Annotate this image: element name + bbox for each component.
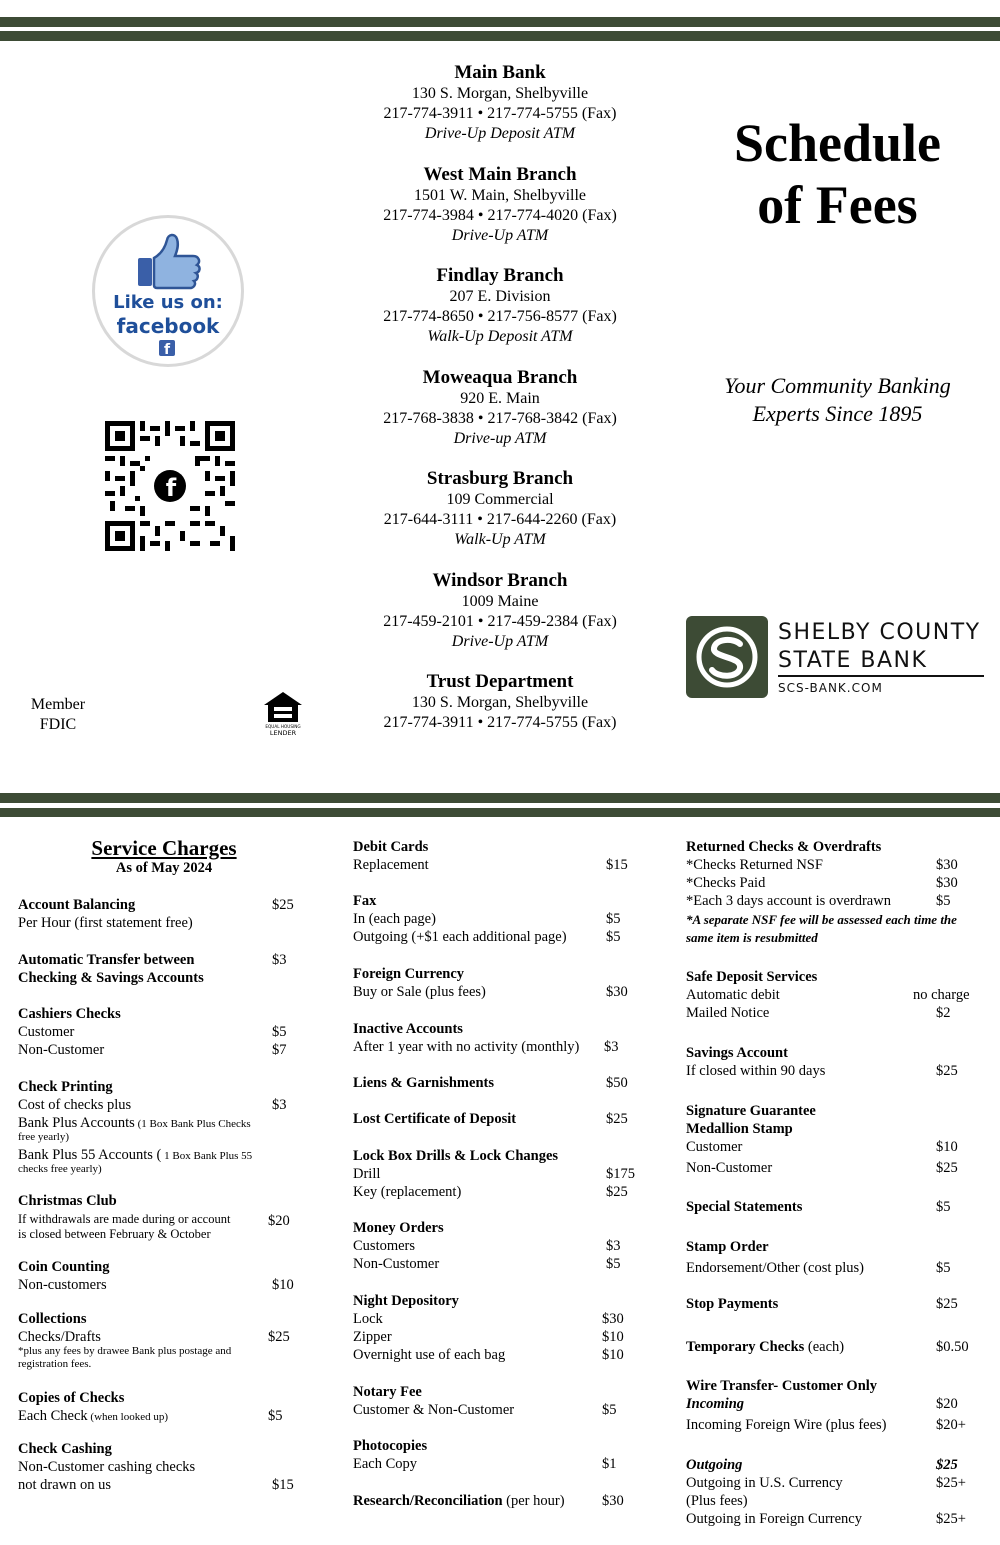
thumbs-up-icon xyxy=(95,218,241,364)
fee-label-text: Incoming Foreign Wire (plus fees) xyxy=(686,1417,887,1433)
fee-label xyxy=(353,1310,383,1328)
fee-label xyxy=(686,1102,816,1120)
fee-label-text: Outgoing in Foreign Currency xyxy=(686,1511,862,1527)
fee-label-text: Drill xyxy=(353,1166,381,1182)
fee-label xyxy=(18,1096,131,1114)
fee-label-text: Photocopies xyxy=(353,1438,428,1454)
fee-label-text: Key (replacement) xyxy=(353,1184,462,1200)
fee-label-text: Special Statements xyxy=(686,1199,803,1215)
branch-phones: 217-774-8650 • 217-756-8577 (Fax) xyxy=(383,308,617,325)
fee-label-text: (Plus fees) xyxy=(686,1493,748,1509)
fee-label xyxy=(353,1237,415,1255)
fee-label-text: Endorsement/Other (cost plus) xyxy=(686,1260,864,1276)
fee-label xyxy=(686,1198,802,1216)
fee-amount: $3 xyxy=(272,952,287,968)
fee-label-text: Check Printing xyxy=(18,1079,113,1095)
fee-label xyxy=(353,856,429,874)
branch-block xyxy=(330,468,670,570)
fee-note: 1 Box Bank Plus 55 xyxy=(164,1150,253,1162)
fee-label-text: Returned Checks & Overdrafts xyxy=(686,839,882,855)
fee-label-text: Research/Reconciliation xyxy=(353,1493,503,1509)
fee-label xyxy=(18,1276,107,1294)
fee-label-text: Non-Customer xyxy=(686,1160,773,1176)
fee-label xyxy=(686,1456,742,1474)
fee-label xyxy=(353,1401,514,1419)
fee-label-text: Fax xyxy=(353,893,377,909)
fee-label-text: Non-Customer cashing checks xyxy=(18,1459,196,1475)
fee-label-text: If closed within 90 days xyxy=(686,1063,826,1079)
facebook-like-text: Like us on: xyxy=(113,292,223,313)
fee-label xyxy=(18,1310,86,1328)
fee-label xyxy=(686,1238,769,1256)
branch-address: 1009 Maine xyxy=(461,592,539,610)
branch-address: 130 S. Morgan, Shelbyville xyxy=(411,694,589,711)
fee-label xyxy=(686,1120,793,1138)
fee-label-text: Each Check xyxy=(18,1408,88,1424)
branch-name: Strasburg Branch xyxy=(426,468,574,489)
fee-label xyxy=(18,1345,231,1358)
fee-label xyxy=(18,1458,195,1476)
fee-label xyxy=(18,1192,117,1210)
fee-label xyxy=(686,968,817,986)
branch-address: 207 E. Division xyxy=(449,288,551,305)
fee-label-text: Stop Payments xyxy=(686,1296,779,1312)
fee-label-text: free yearly) xyxy=(18,1131,69,1143)
fee-label xyxy=(353,928,567,946)
fee-amount: $30 xyxy=(602,1493,624,1509)
fee-label xyxy=(686,856,823,874)
fee-amount: $25 xyxy=(272,897,294,913)
branch-phones: 217-774-3911 • 217-774-5755 (Fax) xyxy=(383,714,617,731)
fee-label xyxy=(686,874,765,892)
branch-address: 920 E. Main xyxy=(460,389,540,407)
page-title: Schedule of Fees xyxy=(733,113,942,235)
fee-label xyxy=(353,1346,505,1364)
fee-label xyxy=(353,1455,417,1473)
fee-label-text: Signature Guarantee xyxy=(686,1103,816,1119)
branch-list xyxy=(330,62,670,773)
fee-label-text: After 1 year with no activity (monthly) xyxy=(353,1039,580,1055)
fee-label xyxy=(686,838,881,856)
fee-label xyxy=(686,929,818,947)
branch-address: 1501 W. Main, Shelbyville xyxy=(414,186,586,204)
fee-label-text: In (each page) xyxy=(353,911,436,927)
fee-label-text: Customer & Non-Customer xyxy=(353,1402,515,1418)
fee-label-text: Non-Customer xyxy=(353,1256,440,1272)
fee-label xyxy=(686,1259,864,1277)
tagline: Your Community Banking Experts Since 1895 xyxy=(724,373,951,426)
branch-atm: Drive-Up ATM xyxy=(451,226,549,244)
fee-label xyxy=(18,914,193,932)
fee-amount: $30 xyxy=(602,1311,624,1327)
branch-atm: Drive-Up Deposit ATM xyxy=(424,125,576,142)
qr-code-icon[interactable] xyxy=(105,421,235,551)
fee-label xyxy=(353,1383,422,1401)
branch-atm: Drive-Up ATM xyxy=(451,632,549,650)
branch-phones: 217-459-2101 • 217-459-2384 (Fax) xyxy=(383,612,617,630)
branch-phones: 217-774-3984 • 217-774-4020 (Fax) xyxy=(383,206,617,224)
fee-label xyxy=(18,1131,69,1144)
fee-label xyxy=(353,1110,516,1128)
fee-label-text: registration fees. xyxy=(18,1358,92,1370)
bank-name-line2: STATE BANK xyxy=(778,648,928,673)
fee-label-text: Foreign Currency xyxy=(353,966,465,982)
logo-divider xyxy=(778,675,984,677)
fee-label-text: Temporary Checks xyxy=(686,1339,805,1355)
fee-label xyxy=(18,951,194,969)
fee-label-text: Notary Fee xyxy=(353,1384,422,1400)
fee-label-text: Incoming xyxy=(686,1396,745,1412)
fee-label xyxy=(686,911,957,929)
fee-label xyxy=(18,1440,112,1458)
fee-label xyxy=(353,1020,463,1038)
fee-label xyxy=(18,969,204,987)
branch-phones: 217-644-3111 • 217-644-2260 (Fax) xyxy=(383,511,617,528)
fee-label xyxy=(686,1474,843,1492)
fee-note: (when looked up) xyxy=(90,1411,168,1423)
branch-block xyxy=(330,62,670,164)
fee-amount: $30 xyxy=(936,875,958,891)
fee-label xyxy=(18,1078,113,1096)
fee-label-text: Per Hour (first statement free) xyxy=(18,915,193,931)
fee-label xyxy=(353,1255,439,1273)
fee-note: (per hour) xyxy=(502,1493,565,1509)
fee-label xyxy=(18,1358,91,1371)
svg-text:f: f xyxy=(163,342,171,358)
svg-text:f: f xyxy=(165,474,177,502)
fee-label xyxy=(353,1328,392,1346)
branch-name: Moweaqua Branch xyxy=(422,366,578,388)
fee-label-text: Collections xyxy=(18,1311,87,1327)
fee-label-text: *Each 3 days account is overdrawn xyxy=(686,893,891,909)
fee-label xyxy=(18,1476,111,1494)
fee-label xyxy=(353,1492,565,1510)
fee-label-text: Replacement xyxy=(353,857,429,873)
fee-amount: $25 xyxy=(268,1329,290,1345)
fee-amount: $3 xyxy=(604,1039,619,1055)
branch-atm: Walk-Up ATM xyxy=(454,531,546,548)
service-charges-heading: Service Charges As of May 2024 xyxy=(91,836,237,876)
branch-phones: 217-768-3838 • 217-768-3842 (Fax) xyxy=(383,409,617,427)
fee-label-text: Safe Deposit Services xyxy=(686,969,818,985)
fee-label xyxy=(353,1147,558,1165)
fee-amount: $25 xyxy=(936,1457,958,1473)
top-rule-thick xyxy=(0,17,1000,27)
branch-name: Findlay Branch xyxy=(436,265,564,286)
fee-label-text: Money Orders xyxy=(353,1220,444,1236)
fee-label xyxy=(353,1165,380,1183)
fee-label xyxy=(18,1212,230,1227)
fee-label-text: Automatic debit xyxy=(686,987,780,1003)
branch-block xyxy=(330,164,670,266)
fee-label xyxy=(686,1004,769,1022)
bank-logo-icon xyxy=(686,616,768,698)
fee-label-text: Stamp Order xyxy=(686,1239,769,1255)
fee-label xyxy=(18,1389,124,1407)
branch-name: Trust Department xyxy=(426,671,574,692)
fee-label-text: Checking & Savings Accounts xyxy=(18,970,204,986)
fee-amount: $3 xyxy=(606,1238,621,1254)
fee-amount: $1 xyxy=(602,1456,617,1472)
fee-label-text: Lock xyxy=(353,1311,383,1327)
fee-label-text: Customer xyxy=(18,1024,75,1040)
fee-amount: $5 xyxy=(606,1256,621,1272)
fee-label xyxy=(353,910,436,928)
fee-amount: $5 xyxy=(268,1408,283,1424)
mid-rule-thick xyxy=(0,793,1000,803)
fee-label xyxy=(686,1510,862,1528)
fee-amount: $50 xyxy=(606,1075,628,1091)
fee-label xyxy=(18,1258,109,1276)
fee-label-text: Inactive Accounts xyxy=(353,1021,463,1037)
fee-label-text: Cost of checks plus xyxy=(18,1097,132,1113)
fee-label-text: Overnight use of each bag xyxy=(353,1347,506,1363)
branch-address: 130 S. Morgan, Shelbyville xyxy=(411,85,589,102)
fee-label-text: Cashiers Checks xyxy=(18,1006,121,1022)
fee-label xyxy=(353,1038,579,1056)
fee-label xyxy=(686,1338,844,1356)
fee-amount: no charge xyxy=(913,987,970,1003)
facebook-like-badge[interactable] xyxy=(92,215,244,367)
fee-amount: $5 xyxy=(936,893,951,909)
bank-name-line1: SHELBY COUNTY xyxy=(778,620,981,645)
fee-label-text: Each Copy xyxy=(353,1456,418,1472)
fee-label-text: Copies of Checks xyxy=(18,1390,125,1406)
fee-amount: $25+ xyxy=(936,1511,966,1527)
fee-label xyxy=(18,1163,102,1176)
fee-label-text: Bank Plus 55 Accounts ( xyxy=(18,1147,162,1163)
fee-label-text: *Checks Paid xyxy=(686,875,766,891)
branch-address: 109 Commercial xyxy=(446,491,554,508)
fee-label-text: is closed between February & October xyxy=(18,1227,211,1241)
fee-label-text: *plus any fees by drawee Bank plus postage and xyxy=(18,1345,232,1357)
branch-atm: Drive-up ATM xyxy=(453,429,547,447)
fee-label-text: Outgoing in U.S. Currency xyxy=(686,1475,843,1491)
fee-amount: $5 xyxy=(602,1402,617,1418)
fee-label-text: Mailed Notice xyxy=(686,1005,770,1021)
fee-label xyxy=(353,1292,459,1310)
fee-amount: $10 xyxy=(602,1347,624,1363)
fee-label xyxy=(686,1138,742,1156)
fee-amount: $10 xyxy=(936,1139,958,1155)
fee-amount: $20 xyxy=(936,1396,958,1412)
fee-label xyxy=(18,1023,74,1041)
fee-label-text: Customers xyxy=(353,1238,416,1254)
fee-amount: $5 xyxy=(272,1024,287,1040)
fee-label xyxy=(353,965,464,983)
fee-label-text: Debit Cards xyxy=(353,839,429,855)
svg-text:EQUAL HOUSING: EQUAL HOUSING xyxy=(265,724,301,729)
fee-label xyxy=(353,1437,427,1455)
fee-label-text: Lock Box Drills & Lock Changes xyxy=(353,1148,559,1164)
fee-label xyxy=(353,1219,444,1237)
fee-label xyxy=(686,986,780,1004)
fee-label-text: Automatic Transfer between xyxy=(18,952,195,968)
equal-housing-lender-icon xyxy=(262,690,304,736)
fee-amount: $15 xyxy=(606,857,628,873)
branch-atm: Walk-Up Deposit ATM xyxy=(427,328,573,345)
fee-label-text: Check Cashing xyxy=(18,1441,112,1457)
fee-label-text: Savings Account xyxy=(686,1045,788,1061)
fee-label xyxy=(686,1416,887,1434)
fee-note: (each) xyxy=(804,1339,845,1355)
fee-label-text: Night Depository xyxy=(353,1293,459,1309)
fee-label-text: checks free yearly) xyxy=(18,1163,102,1175)
bank-url[interactable]: SCS-BANK.COM xyxy=(778,681,883,695)
fee-label-text: same item is resubmitted xyxy=(686,930,818,945)
fee-label-text: Medallion Stamp xyxy=(686,1121,793,1137)
fee-label xyxy=(686,1044,788,1062)
fee-amount: $5 xyxy=(606,911,621,927)
fee-label xyxy=(353,1074,494,1092)
fee-amount: $20+ xyxy=(936,1417,966,1433)
fee-amount: $25 xyxy=(936,1160,958,1176)
branch-name: Windsor Branch xyxy=(432,569,568,591)
fee-amount: $3 xyxy=(272,1097,287,1113)
fee-label-text: Zipper xyxy=(353,1329,392,1345)
fee-label xyxy=(18,1227,211,1242)
fee-label xyxy=(18,1041,104,1059)
branch-name: Main Bank xyxy=(454,62,546,83)
fee-label xyxy=(353,838,428,856)
fee-amount: $15 xyxy=(272,1477,294,1493)
branch-name: West Main Branch xyxy=(423,163,577,185)
fee-label-text: Non-Customer xyxy=(18,1042,105,1058)
fee-label xyxy=(18,1328,101,1346)
top-rule-thin xyxy=(0,31,1000,41)
branch-block xyxy=(330,671,670,773)
svg-text:LENDER: LENDER xyxy=(269,729,297,736)
member-fdic: Member FDIC xyxy=(30,696,86,733)
fee-label-text: Outgoing (+$1 each additional page) xyxy=(353,929,567,945)
fee-amount: $25 xyxy=(936,1296,958,1312)
fee-label xyxy=(353,892,376,910)
fee-label-text: Christmas Club xyxy=(18,1193,117,1209)
fee-label xyxy=(686,1395,744,1413)
fee-label-text: Coin Counting xyxy=(18,1259,110,1275)
fee-label-text: Lost Certificate of Deposit xyxy=(353,1111,517,1127)
facebook-wordmark: facebook xyxy=(116,314,220,338)
fee-amount: $2 xyxy=(936,1005,951,1021)
fee-amount: $25 xyxy=(606,1184,628,1200)
fee-amount: $20 xyxy=(268,1213,290,1229)
fee-label-text: Account Balancing xyxy=(18,897,136,913)
fee-label xyxy=(18,1407,168,1426)
fee-label-text: Checks/Drafts xyxy=(18,1329,101,1345)
fee-amount: $5 xyxy=(606,929,621,945)
fee-label-text: Non-customers xyxy=(18,1277,107,1293)
mid-rule-thin xyxy=(0,808,1000,817)
fee-label-text: If withdrawals are made during or account xyxy=(18,1212,231,1226)
fee-amount: $25 xyxy=(936,1063,958,1079)
fee-label-text: Wire Transfer- Customer Only xyxy=(686,1378,878,1394)
fee-label xyxy=(353,1183,461,1201)
fee-label xyxy=(353,983,486,1001)
fee-label-text: *A separate NSF fee will be assessed each time the xyxy=(686,912,957,927)
fee-label-text: Liens & Garnishments xyxy=(353,1075,494,1091)
branch-block xyxy=(330,367,670,469)
fee-label-text: *Checks Returned NSF xyxy=(686,857,823,873)
fee-label xyxy=(686,1492,748,1510)
fee-amount: $7 xyxy=(272,1042,287,1058)
fee-note: (1 Box Bank Plus Checks xyxy=(137,1118,251,1130)
fee-amount: $30 xyxy=(606,984,628,1000)
fee-amount: $30 xyxy=(936,857,958,873)
branch-phones: 217-774-3911 • 217-774-5755 (Fax) xyxy=(383,105,617,122)
fee-amount: $25 xyxy=(606,1111,628,1127)
fee-label xyxy=(18,1005,121,1023)
fee-amount: $5 xyxy=(936,1260,951,1276)
fee-label-text: Outgoing xyxy=(686,1457,743,1473)
fee-label xyxy=(686,1295,778,1313)
fee-label xyxy=(686,1159,772,1177)
fee-amount: $10 xyxy=(272,1277,294,1293)
fee-label-text: Buy or Sale (plus fees) xyxy=(353,984,486,1000)
branch-block xyxy=(330,570,670,672)
fee-amount: $25+ xyxy=(936,1475,966,1491)
fee-label-text: Customer xyxy=(686,1139,743,1155)
fee-amount: $10 xyxy=(602,1329,624,1345)
fee-label xyxy=(686,1062,825,1080)
branch-block xyxy=(330,265,670,367)
fee-label-text: Bank Plus Accounts xyxy=(18,1115,135,1131)
fee-label xyxy=(686,892,891,910)
fee-label-text: not drawn on us xyxy=(18,1477,112,1493)
fee-amount: $175 xyxy=(606,1166,635,1182)
fee-amount: $0.50 xyxy=(936,1339,969,1355)
fee-amount: $5 xyxy=(936,1199,951,1215)
fee-label xyxy=(686,1377,877,1395)
fee-label xyxy=(18,896,135,914)
